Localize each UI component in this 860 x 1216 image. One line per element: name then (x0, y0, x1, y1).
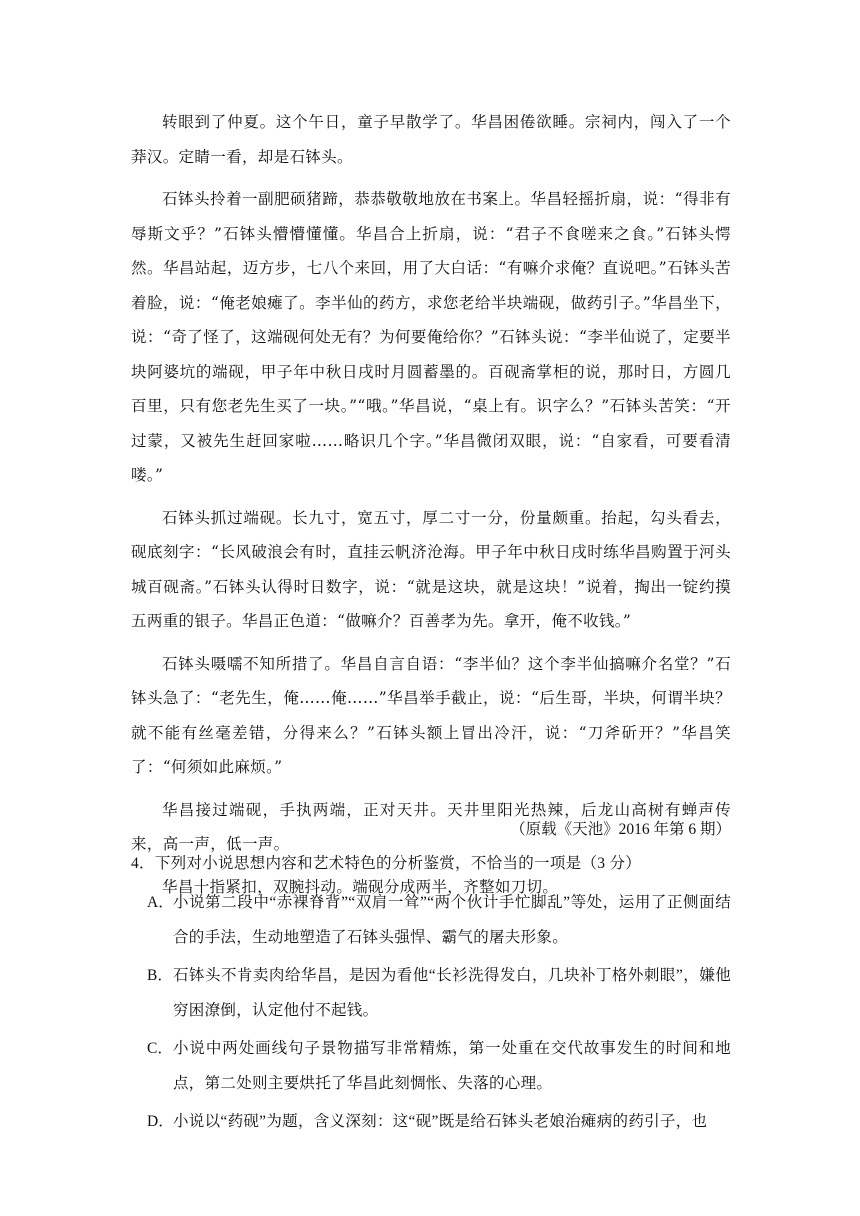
story-paragraph: 华昌十指紧扣，双腕抖动。端砚分成两半，齐整如刀切。 (162, 877, 559, 896)
option-letter: A． (147, 894, 174, 911)
option-letter: B． (147, 967, 173, 984)
story-paragraph: 石钵头拎着一副肥硕猪蹄，恭恭敬敬地放在书案上。华昌轻摇折扇，说：“得非有辱斯文乎？”石钵头懵懵懂懂。华昌合上折扇，说：“君子不食嗟来之食。”石钵头愕然。华昌站起，迈方步，七八个来回，用了大白话：“有嘛介求俺？直说吧。”石钵头苦着脸，说：“俺老娘瘫了。李半仙的药方，求您老给半块端砚，做药引子。”华昌坐下，说：“奇了怪了，这端砚何处无有？为何要俺给你？”石钵头说：“李半仙说了，定要半块阿婆坑的端砚，甲子年中秋日戌时月圆蓄墨的。百砚斋掌柜的说，那时日，方圆几百里，只有您老先生买了一块。”“哦。”华昌说，“桌上有。识字么？”石钵头苦笑：“开过蒙，又被先生赶回家啦……略识几个字。”华昌微闭双眼，说：“自家看，可要看清喽。” (131, 190, 731, 484)
question-4 (131, 850, 731, 1144)
option-text: 石钵头不肯卖肉给华昌，是因为看他“长衫洗得发白，几块补丁格外刺眼”，嫌他穷困潦倒，认定他付不起钱。 (173, 967, 731, 1019)
story-paragraph: 转眼到了仲夏。这个午日，童子早散学了。华昌困倦欲睡。宗祠内，闯入了一个莽汉。定睛一看，却是石钵头。 (131, 113, 731, 166)
option-d (131, 1105, 731, 1140)
option-text: 小说以“药砚”为题，含义深刻：这“砚”既是给石钵头老娘治瘫病的药引子，也 (173, 1113, 708, 1130)
option-letter: C． (147, 1040, 173, 1057)
option-letter: D． (147, 1113, 174, 1130)
option-a (131, 886, 731, 955)
source-note: （原载《天池》2016 年第 6 期） (510, 821, 731, 838)
story-paragraph: 石钵头抓过端砚。长九寸，宽五寸，厚二寸一分，份量颇重。抬起，勾头看去，砚底刻字：“长风破浪会有时，直挂云帆济沧海。甲子年中秋日戌时练华昌购置于河头城百砚斋。”石钵头认得时日数字，说：“就是这块，就是这块！”说着，掏出一锭约摸五两重的银子。华昌正色道：“做嘛介？百善孝为先。拿开，俺不收钱。” (131, 508, 731, 630)
story-paragraph: 华昌接过端砚，手执两端，正对天井。天井里阳光热辣，后龙山高树有蝉声传来，高一声，低一声。 (131, 800, 731, 853)
option-b (131, 959, 731, 1028)
option-text: 小说中两处画线句子景物描写非常精炼，第一处重在交代故事发生的时间和地点，第二处则主要烘托了华昌此刻惆怅、失落的心理。 (173, 1040, 731, 1092)
story-body (131, 105, 731, 912)
question-stem: 4．下列对小说思想内容和艺术特色的分析鉴赏，不恰当的一项是（3 分） (131, 855, 642, 872)
option-c (131, 1032, 731, 1101)
story-paragraph: 石钵头嗫嚅不知所措了。华昌自言自语：“李半仙？这个李半仙搞嘛介名堂？”石钵头急了：“老先生，俺……俺……”华昌举手截止，说：“后生哥，半块，何谓半块？就不能有丝毫差错，分得来么？”石钵头额上冒出冷汗，说：“刀斧斫开？”华昌笑了：“何须如此麻烦。” (131, 654, 731, 776)
option-text: 小说第二段中“赤裸脊背”“双肩一耸”“两个伙计手忙脚乱”等处，运用了正侧面结合的手法，生动地塑造了石钵头强悍、霸气的屠夫形象。 (173, 894, 731, 946)
